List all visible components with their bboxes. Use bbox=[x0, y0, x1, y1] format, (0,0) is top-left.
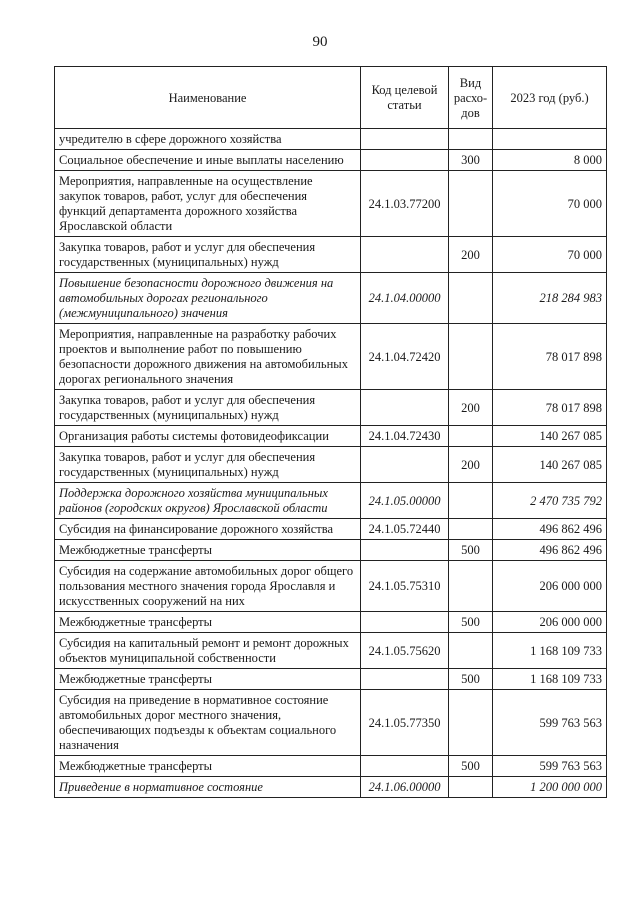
cell-name: Закупка товаров, работ и услуг для обеспечения государственных (муниципальных) нужд bbox=[55, 447, 361, 483]
cell-code: 24.1.04.72430 bbox=[361, 426, 449, 447]
cell-type: 200 bbox=[449, 237, 493, 273]
cell-type: 500 bbox=[449, 540, 493, 561]
cell-amount: 206 000 000 bbox=[493, 561, 607, 612]
table-row bbox=[55, 633, 607, 669]
cell-type: 200 bbox=[449, 447, 493, 483]
cell-code: 24.1.05.00000 bbox=[361, 483, 449, 519]
cell-code bbox=[361, 150, 449, 171]
cell-type: 300 bbox=[449, 150, 493, 171]
cell-name: Мероприятия, направленные на осуществление закупок товаров, работ, услуг для обеспечения функций департамента дорожного хозяйства Ярославской области bbox=[55, 171, 361, 237]
cell-name: Мероприятия, направленные на разработку рабочих проектов и выполнение работ по повышению безопасности дорожного движения на автомобильных дорогах регионального значения bbox=[55, 324, 361, 390]
cell-type: 500 bbox=[449, 669, 493, 690]
cell-amount: 2 470 735 792 bbox=[493, 483, 607, 519]
table-row bbox=[55, 324, 607, 390]
cell-code bbox=[361, 237, 449, 273]
cell-amount: 8 000 bbox=[493, 150, 607, 171]
cell-code bbox=[361, 390, 449, 426]
cell-amount: 140 267 085 bbox=[493, 447, 607, 483]
cell-code bbox=[361, 669, 449, 690]
table-row bbox=[55, 519, 607, 540]
table-row bbox=[55, 483, 607, 519]
cell-type bbox=[449, 519, 493, 540]
cell-name: Межбюджетные трансферты bbox=[55, 612, 361, 633]
cell-amount: 1 168 109 733 bbox=[493, 669, 607, 690]
cell-name: Социальное обеспечение и иные выплаты населению bbox=[55, 150, 361, 171]
table-row bbox=[55, 390, 607, 426]
cell-type bbox=[449, 483, 493, 519]
cell-type bbox=[449, 633, 493, 669]
table-row bbox=[55, 777, 607, 798]
table-row bbox=[55, 561, 607, 612]
cell-name: Межбюджетные трансферты bbox=[55, 756, 361, 777]
cell-name: учредителю в сфере дорожного хозяйства bbox=[55, 129, 361, 150]
budget-table bbox=[54, 66, 607, 798]
cell-type bbox=[449, 561, 493, 612]
cell-amount: 140 267 085 bbox=[493, 426, 607, 447]
cell-type bbox=[449, 129, 493, 150]
cell-name: Повышение безопасности дорожного движения на автомобильных дорогах регионального (межмуниципального) значения bbox=[55, 273, 361, 324]
cell-amount: 78 017 898 bbox=[493, 390, 607, 426]
cell-type: 500 bbox=[449, 756, 493, 777]
cell-name: Субсидия на приведение в нормативное состояние автомобильных дорог местного значения, обеспечивающих подъезды к объектам социального назначения bbox=[55, 690, 361, 756]
cell-amount: 1 200 000 000 bbox=[493, 777, 607, 798]
table-row bbox=[55, 171, 607, 237]
table-row bbox=[55, 690, 607, 756]
cell-amount: 70 000 bbox=[493, 237, 607, 273]
table-row bbox=[55, 756, 607, 777]
cell-code: 24.1.04.72420 bbox=[361, 324, 449, 390]
cell-code bbox=[361, 540, 449, 561]
cell-type bbox=[449, 690, 493, 756]
cell-name: Субсидия на финансирование дорожного хозяйства bbox=[55, 519, 361, 540]
table-row bbox=[55, 237, 607, 273]
cell-amount: 599 763 563 bbox=[493, 756, 607, 777]
cell-type bbox=[449, 324, 493, 390]
cell-type bbox=[449, 171, 493, 237]
cell-type bbox=[449, 777, 493, 798]
cell-name: Закупка товаров, работ и услуг для обеспечения государственных (муниципальных) нужд bbox=[55, 390, 361, 426]
cell-code: 24.1.04.00000 bbox=[361, 273, 449, 324]
cell-amount: 1 168 109 733 bbox=[493, 633, 607, 669]
table-row bbox=[55, 669, 607, 690]
cell-amount: 206 000 000 bbox=[493, 612, 607, 633]
cell-name: Организация работы системы фотовидеофиксации bbox=[55, 426, 361, 447]
header-type: Вид расхо-дов bbox=[449, 67, 493, 129]
cell-code: 24.1.05.75620 bbox=[361, 633, 449, 669]
cell-code bbox=[361, 447, 449, 483]
cell-name: Поддержка дорожного хозяйства муниципальных районов (городских округов) Ярославской области bbox=[55, 483, 361, 519]
cell-type bbox=[449, 273, 493, 324]
cell-amount: 599 763 563 bbox=[493, 690, 607, 756]
table-row bbox=[55, 540, 607, 561]
cell-name: Межбюджетные трансферты bbox=[55, 540, 361, 561]
table-row bbox=[55, 447, 607, 483]
page-number: 90 bbox=[312, 34, 328, 50]
cell-type: 500 bbox=[449, 612, 493, 633]
cell-code bbox=[361, 129, 449, 150]
cell-name: Закупка товаров, работ и услуг для обеспечения государственных (муниципальных) нужд bbox=[55, 237, 361, 273]
cell-code: 24.1.03.77200 bbox=[361, 171, 449, 237]
cell-code bbox=[361, 756, 449, 777]
table-row bbox=[55, 129, 607, 150]
cell-code: 24.1.05.75310 bbox=[361, 561, 449, 612]
table-body bbox=[55, 129, 607, 798]
cell-code: 24.1.06.00000 bbox=[361, 777, 449, 798]
cell-code: 24.1.05.77350 bbox=[361, 690, 449, 756]
table-row bbox=[55, 150, 607, 171]
cell-name: Приведение в нормативное состояние bbox=[55, 777, 361, 798]
cell-amount: 70 000 bbox=[493, 171, 607, 237]
cell-type bbox=[449, 426, 493, 447]
table-header-row bbox=[55, 67, 607, 129]
table-row bbox=[55, 612, 607, 633]
cell-type: 200 bbox=[449, 390, 493, 426]
cell-name: Межбюджетные трансферты bbox=[55, 669, 361, 690]
cell-name: Субсидия на капитальный ремонт и ремонт дорожных объектов муниципальной собственности bbox=[55, 633, 361, 669]
cell-amount bbox=[493, 129, 607, 150]
header-code: Код целевой статьи bbox=[361, 67, 449, 129]
cell-amount: 218 284 983 bbox=[493, 273, 607, 324]
table-row bbox=[55, 273, 607, 324]
cell-amount: 496 862 496 bbox=[493, 519, 607, 540]
cell-name: Субсидия на содержание автомобильных дорог общего пользования местного значения города Ярославля и искусственных сооружений на них bbox=[55, 561, 361, 612]
header-name: Наименование bbox=[55, 67, 361, 129]
cell-code: 24.1.05.72440 bbox=[361, 519, 449, 540]
cell-amount: 496 862 496 bbox=[493, 540, 607, 561]
cell-amount: 78 017 898 bbox=[493, 324, 607, 390]
cell-code bbox=[361, 612, 449, 633]
table-row bbox=[55, 426, 607, 447]
header-amount: 2023 год (руб.) bbox=[493, 67, 607, 129]
